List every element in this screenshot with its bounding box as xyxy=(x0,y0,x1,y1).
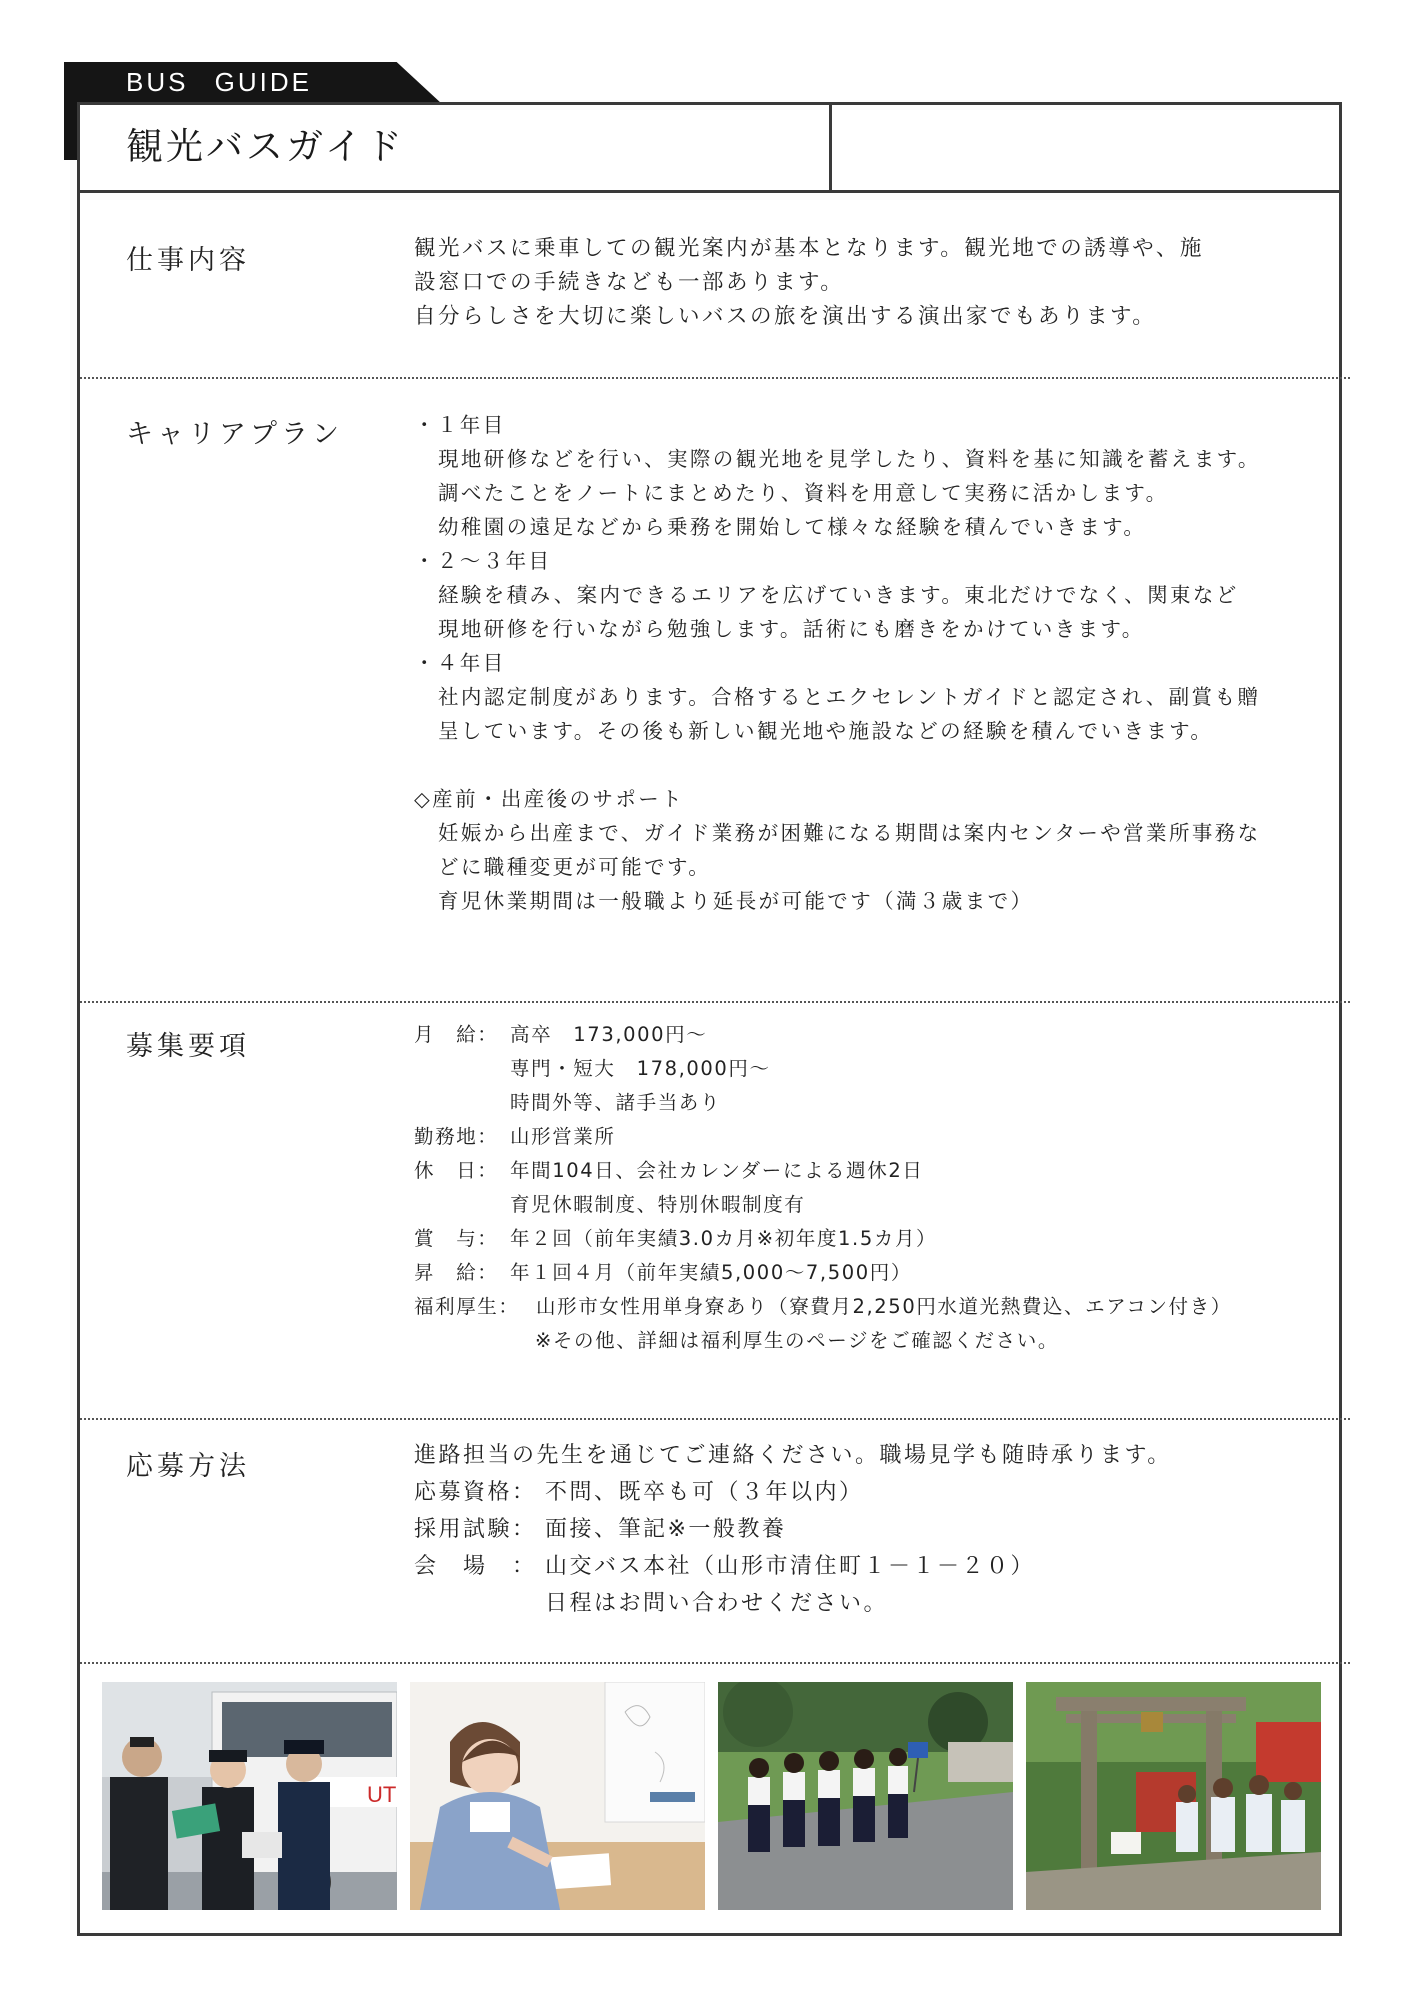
page-title: 観光バスガイド xyxy=(126,125,405,168)
req-raise-row xyxy=(414,1256,1232,1290)
section-separator xyxy=(80,1662,1350,1664)
section-body-job xyxy=(414,232,1204,334)
career-line: 経験を積み、案内できるエリアを広げていきます。東北だけでなく、関東など xyxy=(438,583,1239,607)
req-value: 時間外等、諸手当あり xyxy=(510,1091,722,1114)
career-line: 妊娠から出産まで、ガイド業務が困難になる期間は案内センターや営業所事務な xyxy=(438,821,1261,845)
section-label-requirements: 募集要項 xyxy=(126,1031,250,1062)
career-year4-heading: ・４年目 xyxy=(414,651,506,675)
req-location-row xyxy=(414,1120,1232,1154)
req-welfare-row xyxy=(414,1290,1232,1324)
career-line: 現地研修などを行い、実際の観光地を見学したり、資料を基に知識を蓄えます。 xyxy=(438,447,1261,471)
apply-value: 面接、筆記※一般教養 xyxy=(545,1517,787,1542)
job-line: 設窓口での手続きなども一部あります。 xyxy=(414,270,845,295)
section-body-requirements xyxy=(414,1018,1232,1358)
req-value: 年２回（前年実績3.0カ月※初年度1.5カ月） xyxy=(510,1227,938,1250)
section-separator xyxy=(80,1418,1350,1420)
title-divider xyxy=(829,102,832,193)
section-separator xyxy=(80,377,1350,379)
apply-value: 山交バス本社（山形市清住町１－１－２０） xyxy=(545,1554,1036,1579)
apply-venue-row xyxy=(414,1548,1172,1585)
header-tab-label: BUS GUIDE xyxy=(126,67,313,97)
title-rule xyxy=(77,190,1342,193)
req-key: 昇 給： xyxy=(414,1261,499,1284)
req-key: 勤務地： xyxy=(414,1125,499,1148)
career-year1-heading: ・１年目 xyxy=(414,413,506,437)
apply-key: 採用試験： xyxy=(414,1517,537,1542)
career-line: 調べたことをノートにまとめたり、資料を用意して実務に活かします。 xyxy=(438,481,1169,505)
section-label-career: キャリアプラン xyxy=(126,419,343,450)
career-line: どに職種変更が可能です。 xyxy=(438,855,712,879)
photo-shrine-visit xyxy=(1026,1682,1321,1910)
req-salary-row xyxy=(414,1018,1232,1052)
req-value: ※その他、詳細は福利厚生のページをご確認ください。 xyxy=(535,1329,1059,1352)
section-label-apply: 応募方法 xyxy=(126,1451,250,1482)
career-year2-heading: ・２～３年目 xyxy=(414,549,552,573)
photo-study-image xyxy=(410,1682,705,1910)
apply-value: 不問、既卒も可（３年以内） xyxy=(545,1480,864,1505)
photo-bus-sign: UT xyxy=(367,1782,397,1807)
job-line: 観光バスに乗車しての観光案内が基本となります。観光地での誘導や、施 xyxy=(414,236,1204,261)
photo-students-walk-image xyxy=(718,1682,1013,1910)
apply-key: 会 場 ： xyxy=(414,1554,537,1579)
section-label-job: 仕事内容 xyxy=(126,245,250,276)
section-separator xyxy=(80,1001,1350,1003)
req-value: 高卒 173,000円～ xyxy=(510,1023,708,1046)
photo-study xyxy=(410,1682,705,1910)
req-value: 年１回４月（前年実績5,000～7,500円） xyxy=(510,1261,912,1284)
career-support-heading: ◇産前・出産後のサポート xyxy=(414,787,685,811)
req-value: 山形市女性用単身寮あり（寮費月2,250円水道光熱費込、エアコン付き） xyxy=(536,1295,1232,1318)
apply-value: 日程はお問い合わせください。 xyxy=(545,1591,889,1616)
req-holiday-row xyxy=(414,1154,1232,1188)
career-spacer xyxy=(414,748,1261,782)
req-value: 育児休暇制度、特別休暇制度有 xyxy=(510,1193,806,1216)
apply-qual-row xyxy=(414,1474,1172,1511)
apply-key: 応募資格： xyxy=(414,1480,537,1505)
photo-bus-guides-image xyxy=(102,1682,397,1910)
req-value: 山形営業所 xyxy=(510,1125,616,1148)
career-line: 現地研修を行いながら勉強します。話術にも磨きをかけていきます。 xyxy=(438,617,1145,641)
apply-exam-row xyxy=(414,1511,1172,1548)
req-value: 年間104日、会社カレンダーによる週休2日 xyxy=(510,1159,924,1182)
req-key: 福利厚生： xyxy=(414,1295,520,1318)
section-body-apply xyxy=(414,1437,1172,1622)
apply-intro: 進路担当の先生を通じてご連絡ください。職場見学も随時承ります。 xyxy=(414,1443,1172,1468)
req-value: 専門・短大 178,000円～ xyxy=(510,1057,771,1080)
photo-students-walk xyxy=(718,1682,1013,1910)
career-line: 幼稚園の遠足などから乗務を開始して様々な経験を積んでいきます。 xyxy=(438,515,1147,539)
job-line: 自分らしさを大切に楽しいバスの旅を演出する演出家でもあります。 xyxy=(414,304,1157,329)
career-line: 育児休業期間は一般職より延長が可能です（満３歳まで） xyxy=(438,889,1034,913)
req-key: 休 日： xyxy=(414,1159,499,1182)
career-line: 呈しています。その後も新しい観光地や施設などの経験を積んでいきます。 xyxy=(438,719,1214,743)
req-key: 月 給： xyxy=(414,1023,499,1046)
career-line: 社内認定制度があります。合格するとエクセレントガイドと認定され、副賞も贈 xyxy=(438,685,1261,709)
req-bonus-row xyxy=(414,1222,1232,1256)
photo-bus-guides xyxy=(102,1682,397,1910)
section-body-career xyxy=(414,408,1261,918)
photo-shrine-visit-image xyxy=(1026,1682,1321,1910)
req-key: 賞 与： xyxy=(414,1227,499,1250)
